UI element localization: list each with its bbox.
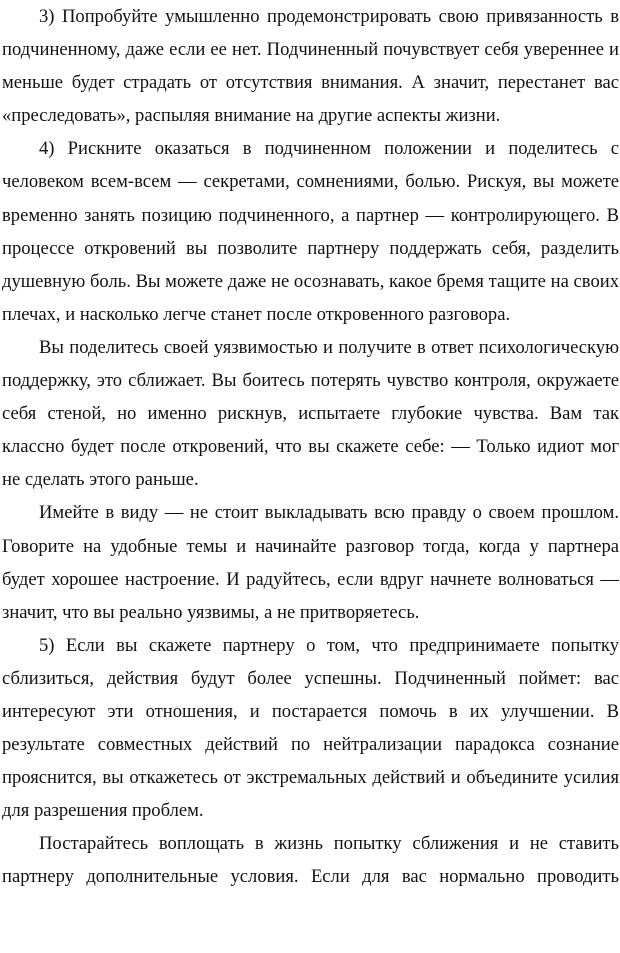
paragraph-psychological-support: Вы поделитесь своей уязвимостью и получите в ответ психологическую поддержку, это сближает. Вы боитесь потерять чувство контроля, окружаете себя стеной, но именно рискнув, испытаете глубокие чувства. Вам так классно будет после откровений, что вы скажете себе: — Только идиот мог не сделать этого раньше. bbox=[2, 336, 619, 491]
text-body bbox=[2, 0, 619, 894]
paragraph-closeness-attempt: Постарайтесь воплощать в жизнь попытку сближения и не ставить партнеру дополнительные условия. Если для вас нормально проводить bbox=[2, 833, 619, 888]
paragraph-tell-partner: 5) Если вы скажете партнеру о том, что предпринимаете попытку сблизиться, действия будут более успешны. Подчиненный поймет: вас интересуют эти отношения, и постарается помочь в их улучшении. В результате совместных действий по нейтрализации парадокса сознание прояснится, вы откажетесь от экстремальных действий и объедините усилия для разрешения проблем. bbox=[2, 634, 619, 822]
paragraph-keep-in-mind: Имейте в виду — не стоит выкладывать всю правду о своем прошлом. Говорите на удобные темы и начинайте разговор тогда, когда у партнера будет хорошее настроение. И радуйтесь, если вдруг начнете волноваться — значит, что вы реально уязвимы, а не притворяетесь. bbox=[2, 502, 619, 623]
paragraph-vulnerability-risk: 4) Рискните оказаться в подчиненном положении и поделитесь с человеком всем-всем — секретами, сомнениями, болью. Рискуя, вы можете временно занять позицию подчиненного, а партнер — контролирующего. В процессе откровений вы позволите партнеру поддержать себя, разделить душевную боль. Вы можете даже не осознавать, какое бремя тащите на своих плечах, и насколько легче станет после откровенного разговора. bbox=[2, 138, 619, 325]
paragraph-attachment: 3) Попробуйте умышленно продемонстрировать свою привязанность в подчиненному, даже если ее нет. Подчиненный почувствует себя увереннее и меньше будет страдать от отсутствия внимания. А значит, перестанет вас «преследовать», распыляя внимание на другие аспекты жизни. bbox=[2, 6, 619, 127]
